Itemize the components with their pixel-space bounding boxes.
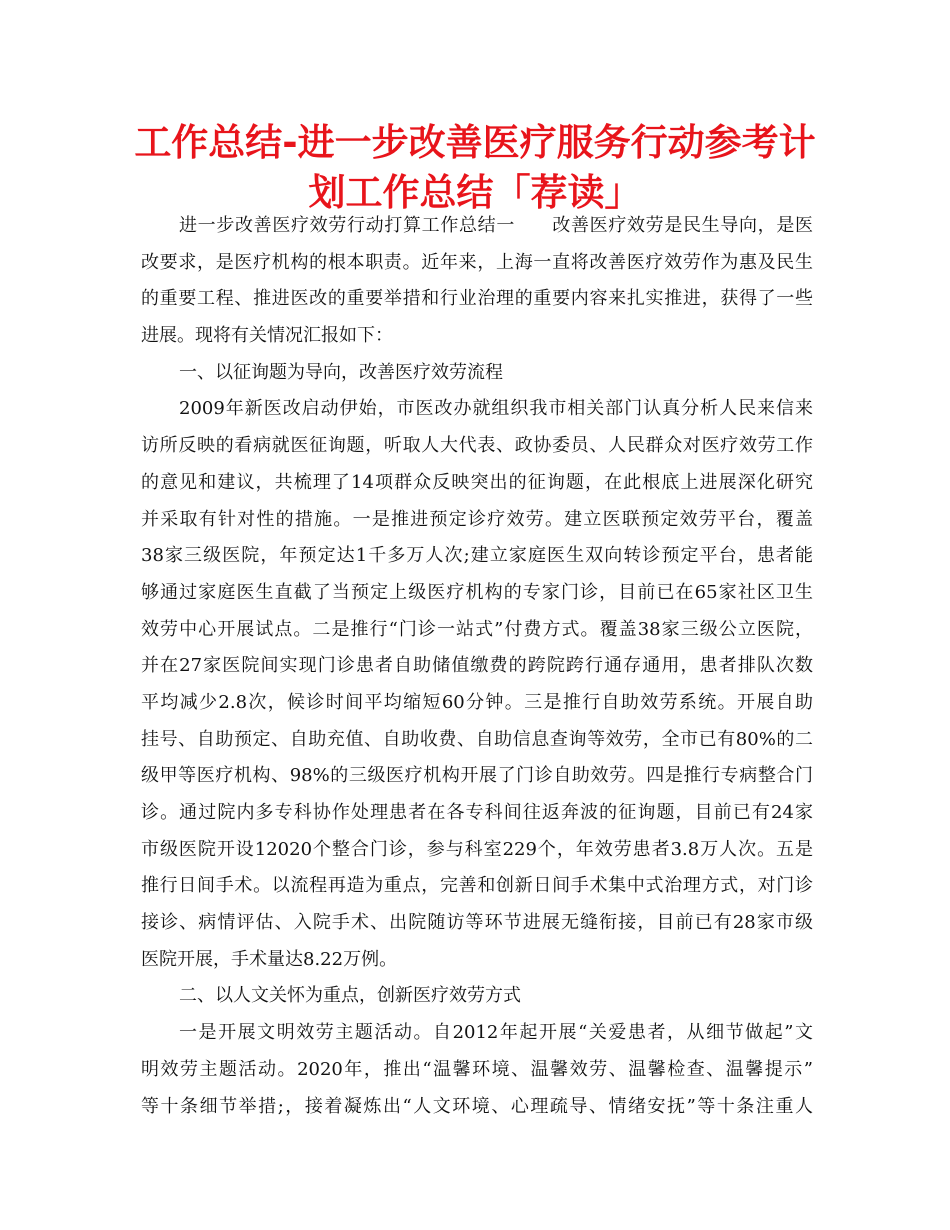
paragraph-line: 进一步改善医疗效劳行动打算工作总结一 改善医疗效劳是民生导向，是医 (179, 215, 813, 236)
paragraph-line: 进展。现将有关情况汇报如下： (141, 325, 393, 347)
document-title (120, 118, 830, 218)
title-line-1: 工作总结-进一步改善医疗服务行动参考计 (134, 121, 816, 164)
paragraph-line: 等十条细节举措;，接着凝炼出“人文环境、心理疏导、情绪安抚”等十条注重人 (141, 1095, 813, 1117)
paragraph-line: 挂号、自助预定、自助充值、自助收费、自助信息查询等效劳，全市已有80%的二 (141, 728, 813, 750)
paragraph-line: 推行日间手术。以流程再造为重点，完善和创新日间手术集中式治理方式，对门诊 (141, 875, 813, 897)
section-heading: 一、以征询题为导向，改善医疗效劳流程 (179, 361, 503, 383)
paragraph-line: 效劳中心开展试点。二是推行“门诊一站式”付费方式。覆盖38家三级公立医院， (141, 618, 813, 640)
paragraph-line: 市级医院开设12020个整合门诊，参与科室229个，年效劳患者3.8万人次。五是 (141, 838, 813, 860)
paragraph-line: 级甲等医疗机构、98%的三级医疗机构开展了门诊自助效劳。四是推行专病整合门 (141, 765, 813, 787)
paragraph-line: 一是开展文明效劳主题活动。自2012年起开展“关爱患者，从细节做起”文 (179, 1022, 813, 1044)
paragraph-line: 平均减少2.8次，候诊时间平均缩短60分钟。三是推行自助效劳系统。开展自助 (141, 691, 813, 713)
paragraph-line: 明效劳主题活动。2020年，推出“温馨环境、温馨效劳、温馨检查、温馨提示” (141, 1058, 813, 1080)
paragraph-line: 的重要工程、推进医改的重要举措和行业治理的重要内容来扎实推进，获得了一些 (141, 288, 813, 310)
paragraph-line: 改要求，是医疗机构的根本职责。近年来，上海一直将改善医疗效劳作为惠及民生 (141, 251, 813, 273)
title-line-2: 划工作总结「荐读」 (308, 171, 642, 214)
paragraph-line: 够通过家庭医生直截了当预定上级医疗机构的专家门诊，目前已在65家社区卫生 (141, 581, 813, 603)
paragraph-line: 医院开展，手术量达8.22万例。 (141, 948, 398, 970)
paragraph-line: 的意见和建议，共梳理了14项群众反映突出的征询题，在此根底上进展深化研究 (141, 471, 813, 493)
paragraph-line: 接诊、病情评估、入院手术、出院随访等环节进展无缝衔接，目前已有28家市级 (141, 912, 813, 934)
paragraph-line: 并采取有针对性的措施。一是推进预定诊疗效劳。建立医联预定效劳平台，覆盖 (141, 508, 813, 530)
paragraph-line: 38家三级医院，年预定达1千多万人次;建立家庭医生双向转诊预定平台，患者能 (141, 545, 813, 567)
paragraph-line: 2009年新医改启动伊始，市医改办就组织我市相关部门认真分析人民来信来 (179, 398, 813, 420)
section-heading: 二、以人文关怀为重点，创新医疗效劳方式 (179, 985, 521, 1007)
paragraph-line: 并在27家医院间实现门诊患者自助储值缴费的跨院跨行通存通用，患者排队次数 (141, 655, 813, 677)
document-body (141, 208, 813, 1125)
paragraph-line: 诊。通过院内多专科协作处理患者在各专科间往返奔波的征询题，目前已有24家 (141, 802, 813, 823)
paragraph-line: 访所反映的看病就医征询题，听取人大代表、政协委员、人民群众对医疗效劳工作 (141, 435, 813, 457)
